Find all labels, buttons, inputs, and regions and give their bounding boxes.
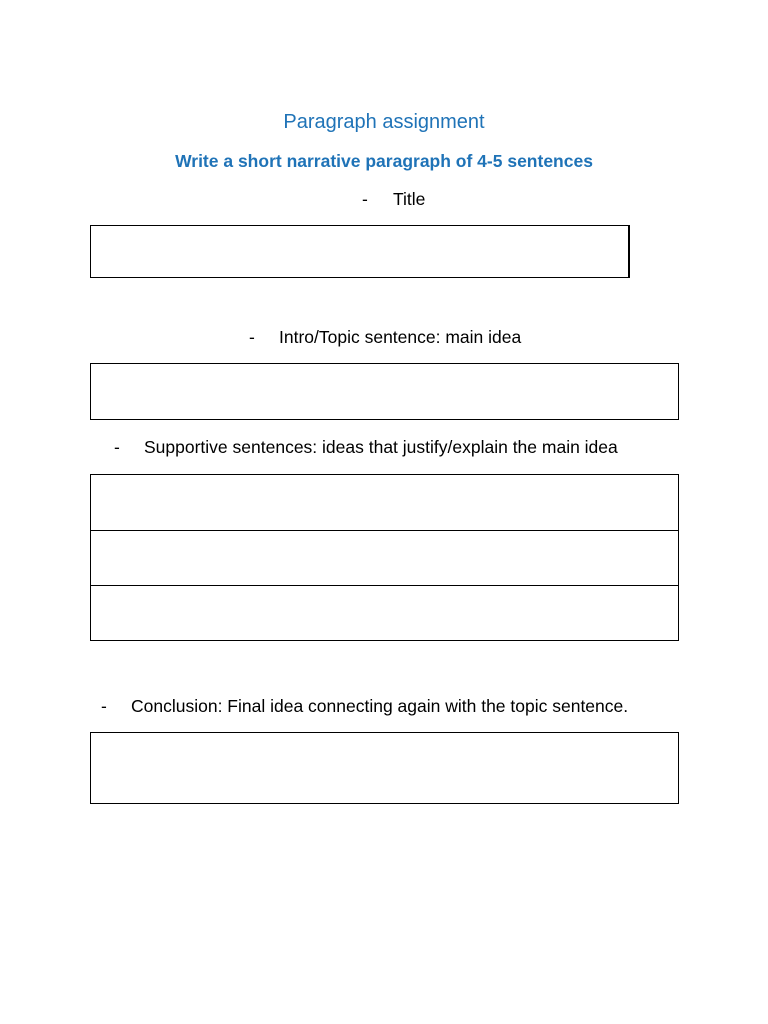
title-prompt-label: Title bbox=[393, 189, 426, 209]
conclusion-prompt-label: Conclusion: Final idea connecting again with the topic sentence. bbox=[131, 696, 629, 716]
bullet-dash: - bbox=[114, 437, 120, 457]
conclusion-answer-box[interactable] bbox=[90, 732, 679, 804]
supportive-prompt bbox=[114, 436, 618, 458]
intro-prompt bbox=[249, 326, 522, 348]
intro-prompt-label: Intro/Topic sentence: main idea bbox=[279, 327, 522, 347]
title-prompt bbox=[362, 188, 426, 210]
supportive-answer-box-2[interactable] bbox=[90, 530, 679, 586]
bullet-dash: - bbox=[249, 327, 255, 347]
bullet-dash: - bbox=[101, 696, 107, 716]
title-answer-box[interactable] bbox=[90, 225, 630, 278]
conclusion-prompt bbox=[101, 695, 629, 717]
intro-answer-box[interactable] bbox=[90, 363, 679, 420]
page-subtitle: Write a short narrative paragraph of 4-5 sentences bbox=[175, 151, 593, 171]
supportive-prompt-label: Supportive sentences: ideas that justify/explain the main idea bbox=[144, 437, 618, 457]
supportive-answer-box-1[interactable] bbox=[90, 474, 679, 531]
supportive-answer-box-3[interactable] bbox=[90, 585, 679, 641]
bullet-dash: - bbox=[362, 189, 368, 209]
page-title: Paragraph assignment bbox=[283, 111, 485, 133]
